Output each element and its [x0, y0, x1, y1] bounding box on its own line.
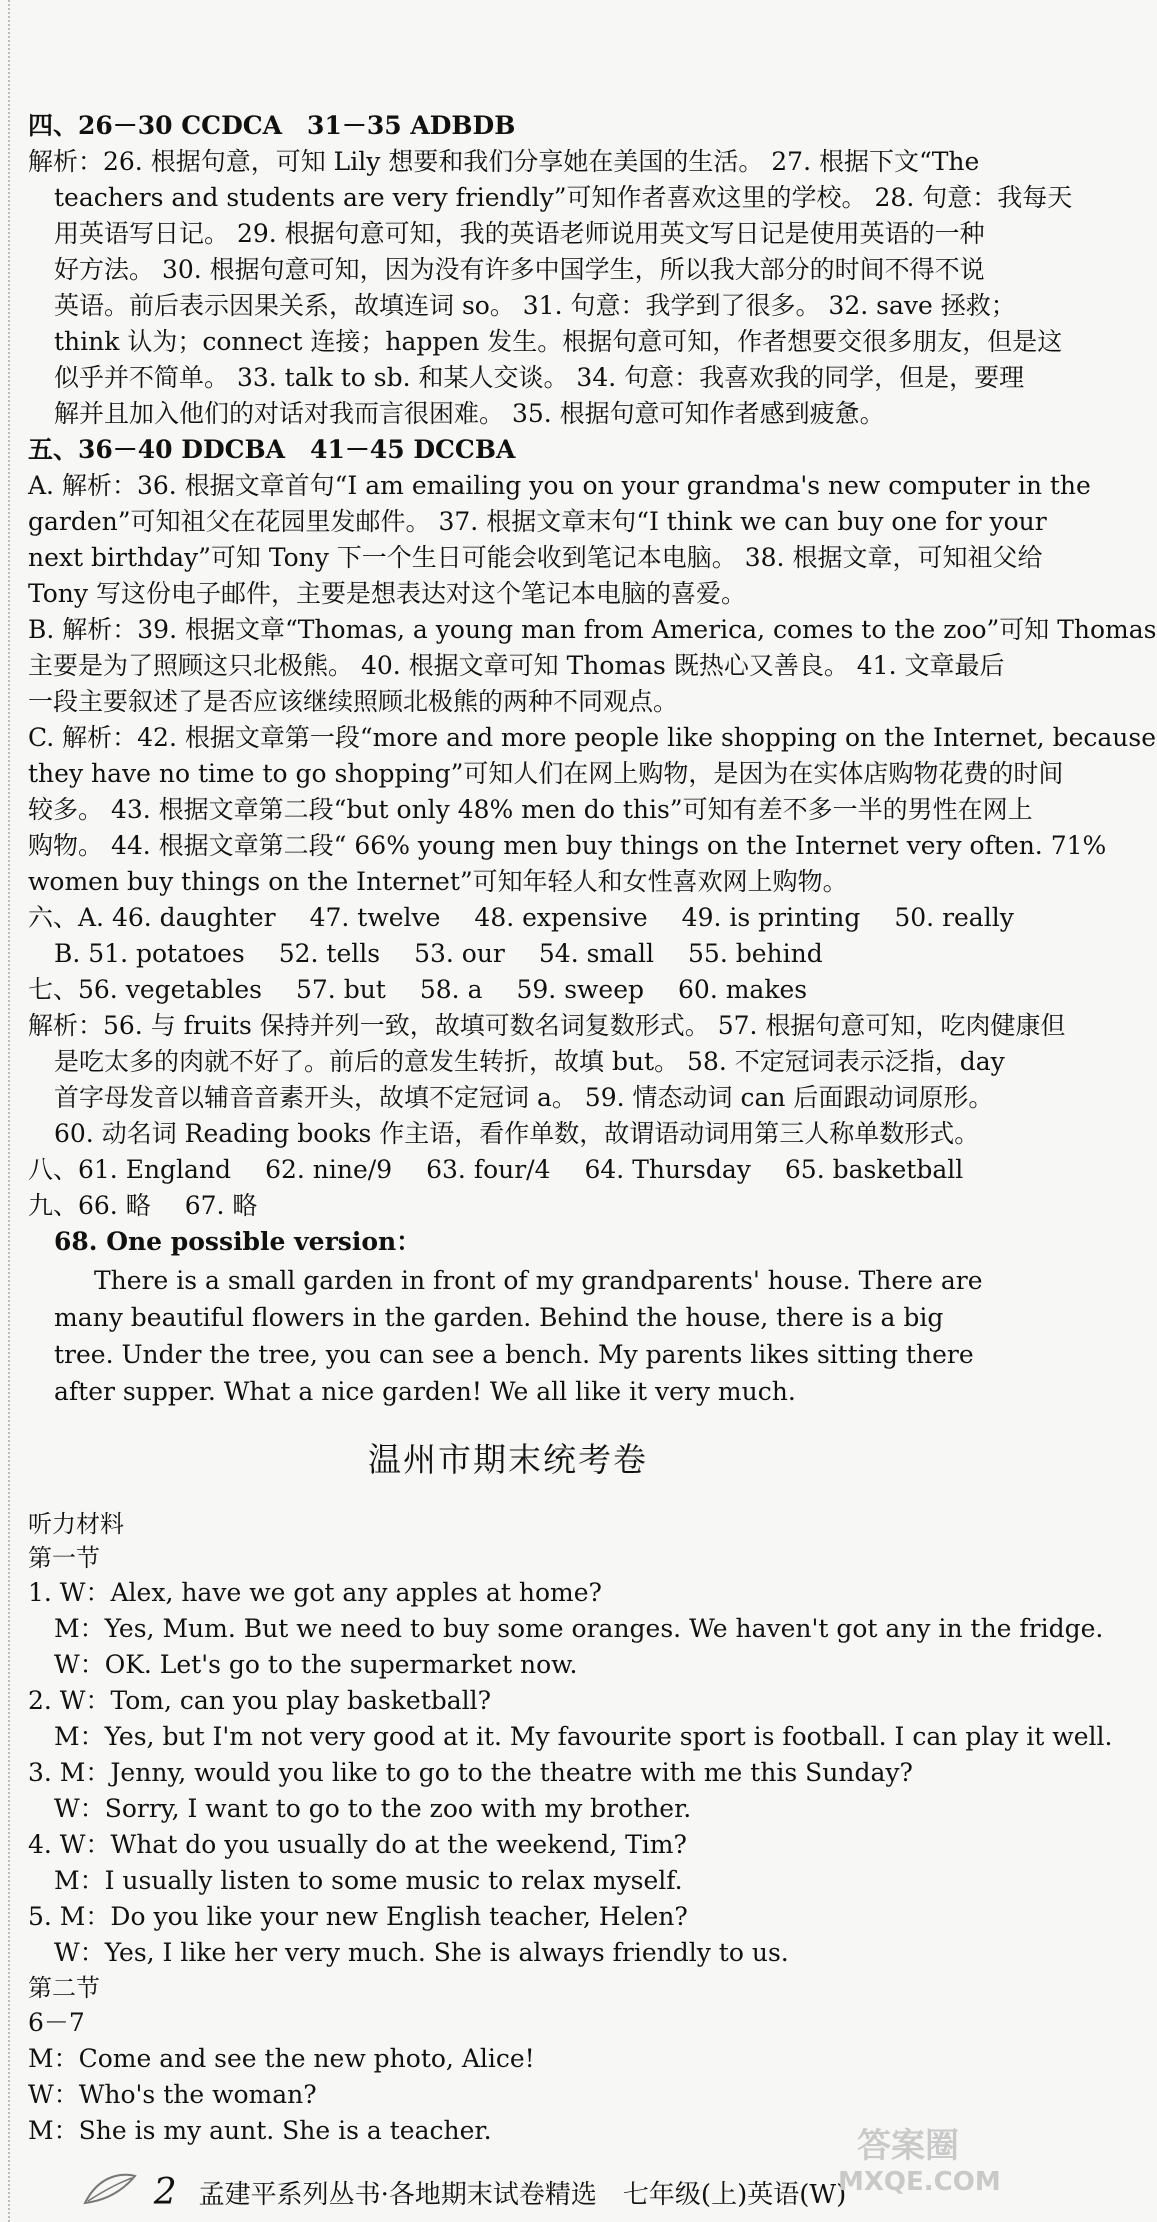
- section4-explanation: [28, 144, 1073, 432]
- essay-text: There is a small garden in front of my grandparents' house. There are many beautiful flowers in the garden. Behind the house, there is a big tree. Under the tree, you can see a bench. My parents likes sitting there after supper. What a nice garden! We all like it very much.: [54, 1266, 983, 1406]
- dialogue-line: M：She is my aunt. She is a teacher.: [28, 2116, 492, 2145]
- text-line: 主要是为了照顾这只北极熊。 40. 根据文章可知 Thomas 既热心又善良。 41. 文章最后: [28, 651, 1005, 680]
- answer-item: 53. our: [414, 939, 505, 968]
- text-line: think 认为；connect 连接；happen 发生。根据句意可知，作者想要交很多朋友，但是这: [54, 327, 1063, 356]
- dialogue-line: 3. M：Jenny, would you like to go to the theatre with me this Sunday?: [28, 1758, 913, 1787]
- text-line: teachers and students are very friendly”可知作者喜欢这里的学校。 28. 句意：我每天: [54, 183, 1073, 212]
- text-line: 首字母发音以辅音音素开头，故填不定冠词 a。 59. 情态动词 can 后面跟动词原形。: [54, 1083, 994, 1112]
- dialogue-line: 2. W：Tom, can you play basketball?: [28, 1686, 492, 1715]
- text-line: women buy things on the Internet”可知年轻人和女性喜欢网上购物。: [28, 867, 848, 896]
- dialogue-line: M：I usually listen to some music to relax myself.: [54, 1866, 683, 1895]
- section5-header: 五、36－40 DDCBA 41－45 DCCBA: [28, 435, 516, 464]
- section7-answers: [28, 972, 988, 1008]
- answer-item: 九、66. 略: [28, 1191, 151, 1220]
- page-number: 2: [153, 2171, 177, 2213]
- question-range: 6－7: [28, 2008, 85, 2037]
- dialogue-line: W：Who's the woman?: [28, 2080, 317, 2109]
- page-binding-edge: [8, 0, 16, 2222]
- answer-item: 57. but: [296, 975, 386, 1004]
- section9-answers: [28, 1188, 988, 1224]
- text-line: garden”可知祖父在花园里发邮件。 37. 根据文章末句“I think we can buy one for your: [28, 507, 1047, 536]
- answer-item: 62. nine/9: [265, 1155, 393, 1184]
- answer-item: 59. sweep: [516, 975, 645, 1004]
- answer-item: 64. Thursday: [584, 1155, 751, 1184]
- text-line: 一段主要叙述了是否应该继续照顾北极熊的两种不同观点。: [28, 687, 679, 716]
- answer-item: 58. a: [419, 975, 483, 1004]
- answer-item: 47. twelve: [309, 903, 441, 932]
- answer-item: 八、61. England: [28, 1155, 232, 1184]
- footer-text: 孟建平系列丛书·各地期末试卷精选 七年级(上)英语(W): [198, 2179, 847, 2210]
- text-line: Tony 写这份电子邮件，主要是想表达对这个笔记本电脑的喜爱。: [28, 579, 746, 608]
- answer-item: 67. 略: [184, 1191, 258, 1220]
- text-line: C. 解析：42. 根据文章第一段“more and more people like shopping on the Internet, because: [28, 723, 1157, 752]
- listening-material: [28, 1507, 1113, 2149]
- section4-header: 四、26－30 CCDCA 31－35 ADBDB: [28, 111, 516, 140]
- answer-item: 六、A. 46. daughter: [28, 903, 276, 932]
- dialogue-line: 1. W：Alex, have we got any apples at home?: [28, 1578, 602, 1607]
- answer-item: 52. tells: [278, 939, 381, 968]
- dialogue-line: 5. M：Do you like your new English teacher, Helen?: [28, 1902, 688, 1931]
- listening-heading: 听力材料: [28, 1510, 124, 1538]
- text-line: 购物。 44. 根据文章第二段“ 66% young men buy things on the Internet very often. 71%: [28, 831, 1107, 860]
- essay-title: 68. One possible version：: [54, 1227, 422, 1256]
- section6-row-b: [28, 936, 988, 972]
- text-line: 英语。前后表示因果关系，故填连词 so。 31. 句意：我学到了很多。 32. save 拯救；: [54, 291, 1016, 320]
- essay-box: [28, 1262, 988, 1410]
- text-line: 似乎并不简单。 33. talk to sb. 和某人交谈。 34. 句意：我喜欢我的同学，但是，要理: [54, 363, 1025, 392]
- dialogue-line: W：Yes, I like her very much. She is always friendly to us.: [54, 1938, 789, 1967]
- section7-explanation: [28, 1008, 1066, 1152]
- dialogue-line: M：Come and see the new photo, Alice!: [28, 2044, 535, 2073]
- answer-item: 48. expensive: [474, 903, 648, 932]
- answer-item: 55. behind: [688, 939, 823, 968]
- text-line: B. 解析：39. 根据文章“Thomas, a young man from America, comes to the zoo”可知 Thomas: [28, 615, 1157, 644]
- answer-item: 65. basketball: [784, 1155, 964, 1184]
- answer-item: 63. four/4: [426, 1155, 551, 1184]
- watermark-main: 答案圈: [857, 2126, 959, 2166]
- text-line: 60. 动名词 Reading books 作主语，看作单数，故谓语动词用第三人称单数形式。: [54, 1119, 980, 1148]
- text-line: 用英语写日记。 29. 根据句意可知，我的英语老师说用英文写日记是使用英语的一种: [54, 219, 985, 248]
- section5-explanation: [28, 468, 1157, 900]
- text-line: they have no time to go shopping”可知人们在网上购物，是因为在实体店购物花费的时间: [28, 759, 1064, 788]
- text-line: A. 解析：36. 根据文章首句“I am emailing you on your grandma's new computer in the: [28, 471, 1091, 500]
- section6-row-a: [28, 900, 1014, 936]
- answer-item: 50. really: [894, 903, 1014, 932]
- dialogue-line: M：Yes, but I'm not very good at it. My favourite sport is football. I can play it well.: [54, 1722, 1113, 1751]
- dialogue-line: 4. W：What do you usually do at the weekend, Tim?: [28, 1830, 687, 1859]
- dialogue-line: W：Sorry, I want to go to the zoo with my brother.: [54, 1794, 692, 1823]
- site-watermark: [838, 2118, 1001, 2218]
- text-line: 是吃太多的肉就不好了。前后的意发生转折，故填 but。 58. 不定冠词表示泛指，day: [54, 1047, 1005, 1076]
- text-line: 解析：26. 根据句意，可知 Lily 想要和我们分享她在美国的生活。 27. 根据下文“The: [28, 147, 980, 176]
- dialogue-line: M：Yes, Mum. But we need to buy some oranges. We haven't got any in the fridge.: [54, 1614, 1104, 1643]
- answer-item: 49. is printing: [681, 903, 861, 932]
- answer-page: [28, 108, 1157, 2149]
- text-line: 解析：56. 与 fruits 保持并列一致，故填可数名词复数形式。 57. 根据句意可知，吃肉健康但: [28, 1011, 1066, 1040]
- exam-title: 温州市期末统考卷: [368, 1440, 648, 1479]
- text-line: next birthday”可知 Tony 下一个生日可能会收到笔记本电脑。 38. 根据文章，可知祖父给: [28, 543, 1043, 572]
- answer-item: 七、56. vegetables: [28, 975, 262, 1004]
- part1-heading: 第一节: [28, 1544, 100, 1572]
- dialogue-line: W：OK. Let's go to the supermarket now.: [54, 1650, 578, 1679]
- answer-item: 54. small: [538, 939, 655, 968]
- text-line: 解并且加入他们的对话对我而言很困难。 35. 根据句意可知作者感到疲惫。: [54, 399, 885, 428]
- answer-item: B. 51. potatoes: [54, 939, 245, 968]
- text-line: 较多。 43. 根据文章第二段“but only 48% men do this”可知有差不多一半的男性在网上: [28, 795, 1033, 824]
- text-line: 好方法。 30. 根据句意可知，因为没有许多中国学生，所以我大部分的时间不得不说: [54, 255, 985, 284]
- answer-item: 60. makes: [678, 975, 808, 1004]
- watermark-sub: MXQE.COM: [838, 2167, 1001, 2197]
- part2-heading: 第二节: [28, 1974, 100, 2002]
- section8-answers: [28, 1152, 988, 1188]
